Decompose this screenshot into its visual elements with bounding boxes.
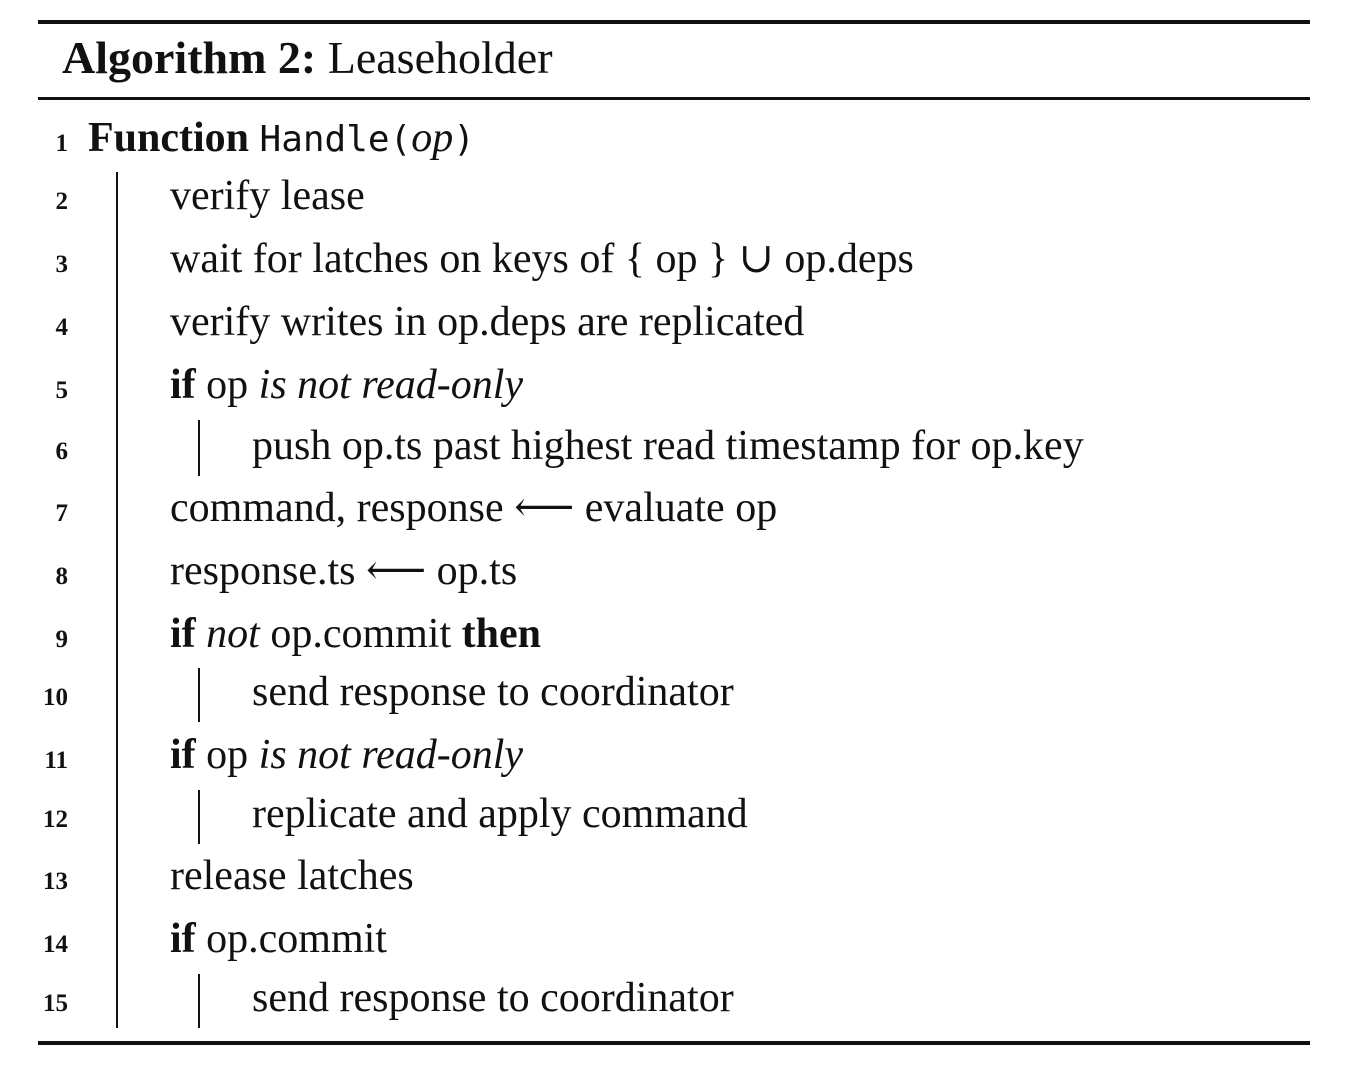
code-token: op	[195, 362, 259, 408]
line-number: 6	[55, 438, 68, 465]
code-token: )	[453, 119, 475, 160]
line-code	[170, 292, 804, 352]
line-number: 14	[43, 931, 68, 958]
code-token: op.commit	[259, 611, 462, 657]
line-code	[170, 355, 523, 415]
header-rule	[38, 97, 1310, 100]
algorithm-label: Algorithm 2:	[62, 32, 317, 83]
function-body-bar	[116, 172, 118, 1028]
code-token: Handle(	[259, 119, 412, 160]
code-token: is not read-only	[258, 362, 524, 408]
line-code	[252, 662, 734, 722]
code-token: verify writes in op.deps are replicated	[170, 299, 805, 345]
line-code	[252, 784, 748, 844]
code-token: if	[170, 916, 196, 962]
code-token: replicate and apply command	[252, 791, 748, 837]
algorithm-name: Leaseholder	[327, 32, 553, 83]
line-number: 5	[55, 377, 68, 404]
code-token: if	[170, 732, 196, 778]
if-block-bar-line-12	[198, 790, 200, 844]
line-code	[252, 968, 734, 1028]
line-number: 9	[55, 626, 68, 653]
code-token: if	[170, 611, 196, 657]
code-token: response.ts ⟵ op.ts	[170, 548, 518, 594]
code-token: send response to coordinator	[252, 669, 734, 715]
if-block-bar-line-10	[198, 668, 200, 722]
code-token: verify lease	[170, 173, 365, 219]
line-number: 7	[55, 500, 68, 527]
bottom-rule	[38, 1041, 1310, 1045]
if-block-bar-line-15	[198, 974, 200, 1028]
code-token	[196, 611, 207, 657]
code-token: push op.ts past highest read timestamp for op.key	[252, 423, 1084, 469]
line-number: 13	[43, 868, 68, 895]
line-number: 1	[55, 130, 68, 157]
code-token: send response to coordinator	[252, 975, 734, 1021]
line-code	[170, 604, 541, 664]
code-token: wait for latches on keys of { op } ∪ op.deps	[170, 236, 914, 282]
line-code	[170, 846, 414, 906]
line-code	[170, 166, 365, 226]
code-token: then	[461, 611, 542, 657]
code-token: command, response ⟵ evaluate op	[170, 485, 778, 531]
line-code	[88, 108, 475, 170]
code-token: is not read-only	[258, 732, 524, 778]
line-number: 11	[44, 747, 68, 774]
line-code	[170, 478, 777, 538]
code-token: release latches	[170, 853, 414, 899]
algorithm-title	[62, 30, 553, 86]
code-token	[249, 115, 260, 161]
if-block-bar-line-6	[198, 420, 200, 476]
line-number: 3	[55, 251, 68, 278]
line-number: 2	[55, 188, 68, 215]
code-token: op.commit	[195, 916, 387, 962]
line-code	[170, 909, 387, 969]
line-code	[170, 725, 523, 785]
line-number: 10	[43, 684, 68, 711]
line-code	[170, 229, 914, 289]
line-number: 15	[43, 990, 68, 1017]
code-token: op	[195, 732, 259, 778]
code-token: not	[206, 611, 260, 657]
code-token: Function	[88, 115, 250, 161]
line-number: 4	[55, 314, 68, 341]
top-rule	[38, 20, 1310, 24]
code-token: op	[411, 115, 454, 161]
line-code	[252, 416, 1084, 476]
code-token: if	[170, 362, 196, 408]
line-number: 12	[43, 806, 68, 833]
line-code	[170, 541, 517, 601]
line-number: 8	[55, 563, 68, 590]
